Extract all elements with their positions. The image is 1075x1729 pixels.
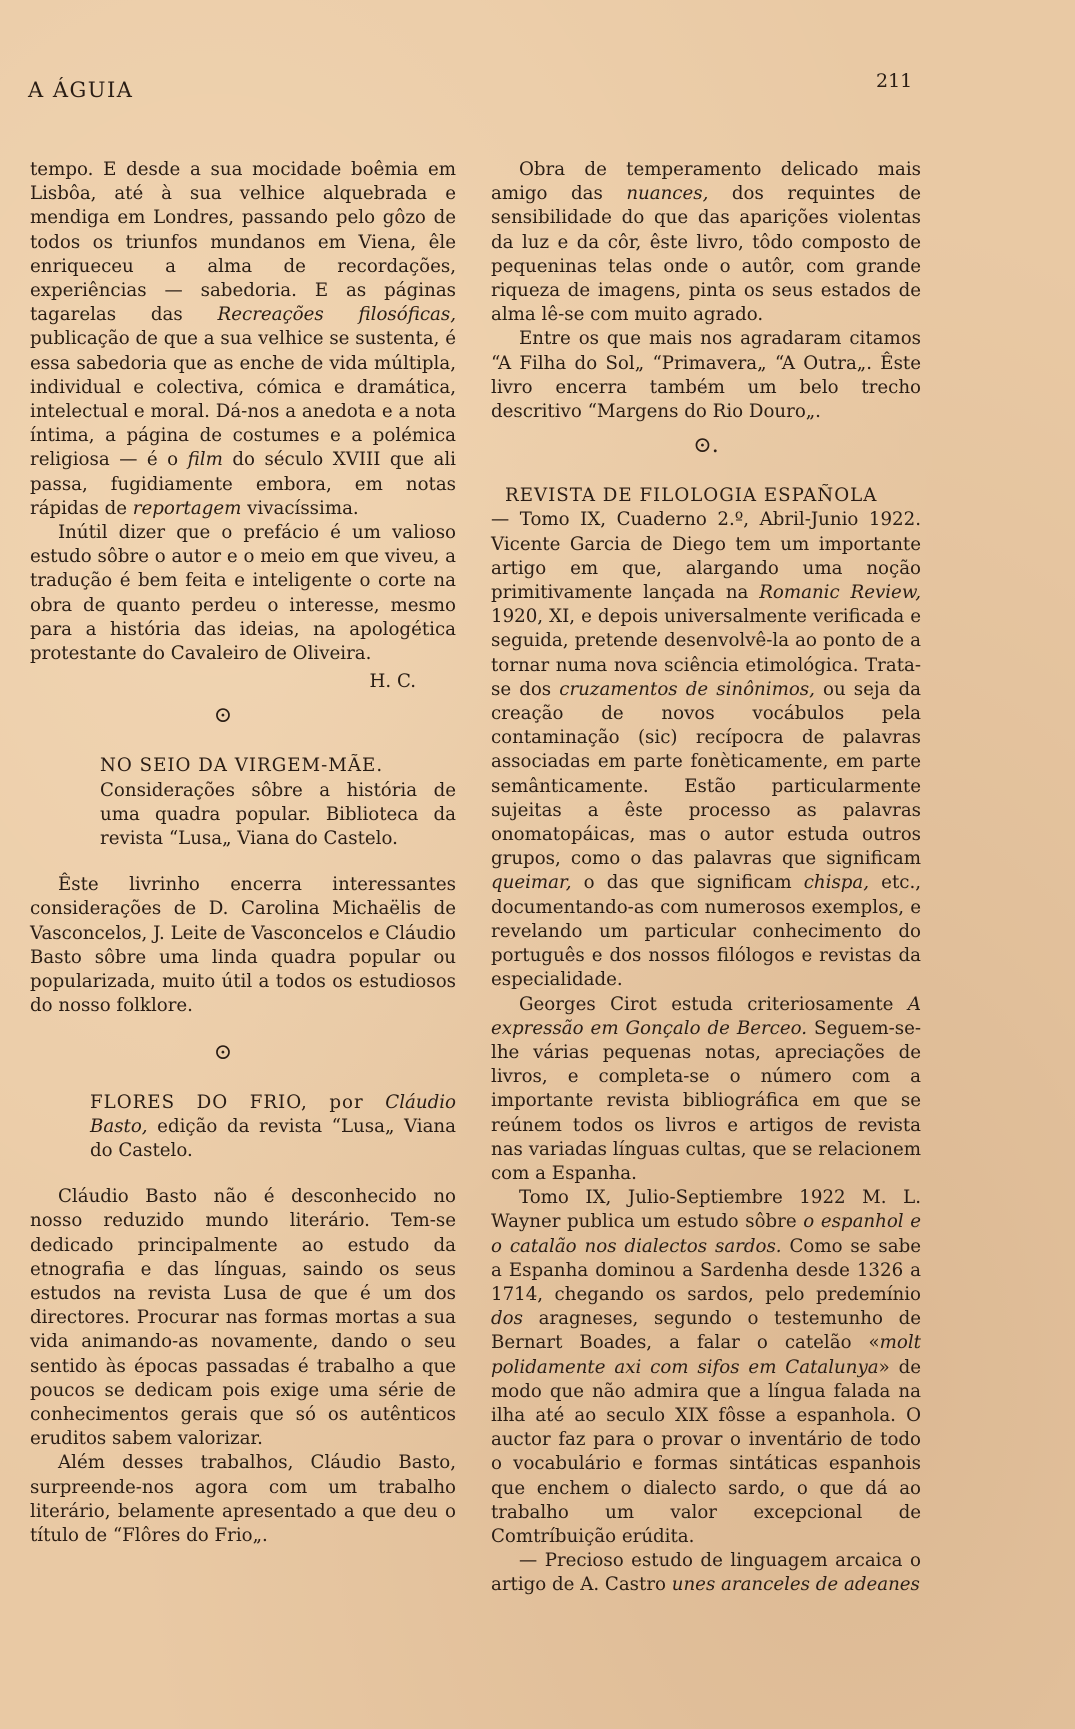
- italic-term: cruzamentos de sinônimos,: [559, 678, 815, 700]
- text-run: Tomo IX, Julio-Septiembre 1922 M. L. Wayner publica um estudo sôbre: [491, 1187, 921, 1233]
- text-run: 1920, XI, e depois universalmente verificada e seguida, pretende desenvolvê-la ao ponto de a tornar numa nova sciência etimológica. Trata-se dos: [491, 606, 921, 700]
- paragraph-cirot: [491, 993, 921, 1187]
- paragraph-claudio-basto: Cláudio Basto não é desconhecido no nosso reduzido mundo literário. Tem-se dedicado principalmente ao estudo da etnografia e das línguas, saindo os seus estudos na revista Lusa de que é um dos directores. Procurar nas formas mortas a sua vida animando-as novamente, dando o seu sentido às épocas passadas é trabalho a que poucos se dedicam pois exige uma série de conhecimentos gerais que só os autênticos eruditos sabem valorizar.: [30, 1186, 456, 1450]
- text-run: tempo. E desde a sua mocidade boêmia em Lisbôa, até à sua velhice alquebrada e mendiga em Londres, passando pelo gôzo de todos os triunfos mundanos em Viena, êle enriqueceu a alma de recordações, experiências — sabedoria. E as páginas tagarelas das: [30, 159, 456, 326]
- text-run: Como se sabe a Espanha dominou a Sardenha desde 1326 a 1714, chegando os sardos, pelo predemínio: [491, 1235, 921, 1305]
- author-signature: H. C.: [369, 671, 416, 693]
- left-column: [30, 158, 456, 1548]
- italic-word: reportagem: [132, 497, 242, 519]
- italic-word: nuances,: [626, 183, 709, 205]
- section-heading-virgem-mae: NO SEIO DA VIRGEM-MÃE.: [100, 755, 384, 777]
- page-number: 211: [876, 70, 913, 92]
- text-run: — Precioso estudo de linguagem arcaica o artigo de A. Castro: [491, 1550, 921, 1596]
- text-run: aragneses, segundo o testemunho de Bernart Boades, a falar o catelão «: [491, 1308, 921, 1354]
- text-run: — Tomo IX, Cuaderno 2.º, Abril-Junio 1922. Vicente Garcia de Diego tem um importante artigo em que, alargando uma noção primitivamente lançada na: [491, 509, 921, 604]
- text-run: ou seja da creação de novos vocábulos pela contaminação (sic) recípocra de palavras associadas em parte fonèticamente, em parte semânticamente. Estão particularmente sujeitas a êste processo as palavras onomatopáicas, mas o autor estuda outros grupos, como o das palavras que significam: [491, 678, 921, 870]
- section-subtitle: Considerações sôbre a história de uma quadra popular. Biblioteca da revista “Lusa„ Viana do Castelo.: [100, 779, 456, 850]
- text-run: Obra de temperamento delicado mais amigo das: [491, 159, 921, 205]
- paragraph-review-ending: [30, 158, 456, 521]
- text-run: FLORES DO FRIO, por: [90, 1091, 386, 1113]
- paragraph-castro: [491, 1549, 921, 1597]
- italic-title: Romanic Review,: [759, 582, 922, 604]
- paragraph-tomo-ix: [491, 508, 921, 992]
- paragraph-preface: Inútil dizer que o prefácio é um valioso estudo sôbre o autor e o meio em que viveu, a tradução é bem feita e inteligente o corte na obra de quanto perdeu o interesse, mesmo para a história das ideias, na apologética protestante do Cavaleiro de Oliveira.: [30, 522, 456, 665]
- section-separator: ⊙.: [693, 433, 719, 459]
- italic-title: A expressão em Gonçalo de Berceo.: [491, 993, 921, 1039]
- text-run: etc., documentando-as com numerosos exemplos, e revelando um particular conhecimento do português e dos nossos filólogos e revistas da especialidade.: [491, 872, 922, 991]
- section-heading-flores-do-frio: [30, 1091, 456, 1164]
- text-run: vivacíssima.: [241, 497, 359, 519]
- text-run: Seguem-se-lhe várias pequenas notas, apreciações de livros, e completa-se o número com a importante revista bibliográfica em que se reúnem todos os livros e artigos de revista nas variadas línguas cultas, que se relacionem com a Espanha.: [491, 1017, 921, 1184]
- text-run: Georges Cirot estuda criteriosamente: [519, 993, 908, 1015]
- italic-word: dos: [491, 1308, 523, 1330]
- italic-word: chispa,: [803, 872, 870, 894]
- text-run: dos requintes de sensibilidade do que das aparições violentas da luz e da côr, êste livro, tôdo composto de pequeninas telas onde o autôr, com grande riqueza de imagens, pinta os seus estados de alma lê-se com muito agrado.: [491, 183, 921, 326]
- italic-word: film: [187, 449, 223, 471]
- section-heading-revista-filologia: REVISTA DE FILOLOGIA ESPAÑOLA: [505, 485, 878, 507]
- paragraph-flores-do-frio: Além desses trabalhos, Cláudio Basto, surpreende-nos agora com um trabalho literário, belamente apresentado a que deu o título de “Flôres do Frio„.: [30, 1452, 456, 1546]
- italic-author: Cláudio Basto,: [90, 1091, 456, 1137]
- paragraph-livrinho: Êste livrinho encerra interessantes considerações de D. Carolina Michaëlis de Vasconcelos, J. Leite de Vasconcelos e Cláudio Basto sôbre uma linda quadra popular ou popularizada, muito útil a todos os estudiosos do nosso folklore.: [30, 874, 456, 1017]
- italic-word: queimar,: [491, 872, 572, 894]
- text-run: » de modo que não admira que a língua falada na ilha até ao seculo XIX fôsse a espanhola. O auctor faz para o provar o inventário de todo o vocabulário e formas sintáticas espanhois que enchem o dialecto sardo, o que dá ao trabalho um valor excepcional de Comtríbuição erúdita.: [491, 1356, 921, 1547]
- journal-title: A ÁGUIA: [28, 78, 134, 102]
- italic-title: unes aranceles de adeanes: [671, 1574, 920, 1596]
- section-separator: ⊙: [213, 703, 233, 729]
- right-column: [491, 158, 921, 1598]
- text-run: publicação de que a sua velhice se sustenta, é essa sabedoria que as enche de vida múltipla, individual e colectiva, cómica e dramática, intelectual e moral. Dá-nos a anedota e a nota íntima, a página de costumes e a polémica religiosa — é o: [30, 328, 456, 471]
- text-run: o das que significam: [571, 872, 804, 894]
- italic-title: o espanhol e o catalão nos dialectos sardos.: [491, 1211, 921, 1257]
- text-run: do século XVIII que ali passa, fugidiamente embora, em notas rápidas de: [30, 449, 457, 519]
- italic-title: Recreações filosóficas,: [217, 304, 456, 326]
- paragraph-obra: [491, 158, 921, 327]
- paragraph-citamos: Entre os que mais nos agradaram citamos “A Filha do Sol„ “Primavera„ “A Outra„. Êste livro encerra também um belo trecho descritivo “Margens do Rio Douro„.: [491, 328, 921, 423]
- italic-quote: molt polidamente axi com sifos em Catalunya: [491, 1332, 921, 1378]
- text-run: edição da revista “Lusa„ Viana do Castelo.: [90, 1115, 456, 1161]
- paragraph-wayner: [491, 1186, 921, 1549]
- section-separator: ⊙: [213, 1039, 233, 1065]
